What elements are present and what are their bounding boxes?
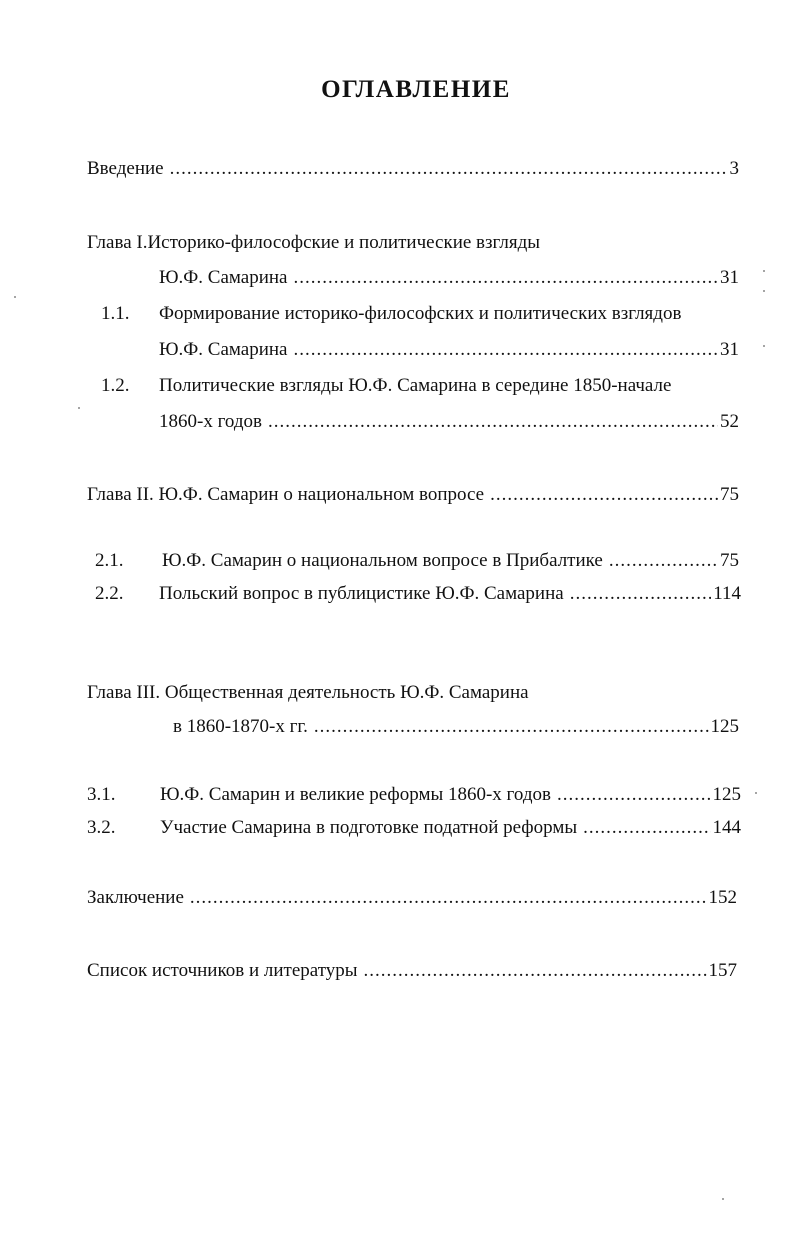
toc-entry-text: 1860-х годов <box>159 411 262 432</box>
toc-page-number: 125 <box>712 784 741 805</box>
toc-entry-2-2 <box>159 582 741 606</box>
toc-entry-3-2 <box>160 816 741 840</box>
toc-page-number: 144 <box>712 817 741 838</box>
toc-entry-text: Заключение <box>87 887 184 908</box>
leader-dots <box>294 266 719 290</box>
leader-dots <box>170 157 728 181</box>
leader-dots <box>490 483 718 507</box>
toc-entry-text: Ю.Ф. Самарин и великие реформы 1860-х годов <box>160 784 551 805</box>
toc-entry-1-1 <box>159 338 739 362</box>
page-title: ОГЛАВЛЕНИЕ <box>321 76 511 103</box>
toc-chapter-3-heading: Глава III. Общественная деятельность Ю.Ф. Самарина <box>87 682 529 703</box>
scan-speck <box>14 296 16 298</box>
toc-page-number: 3 <box>729 158 739 179</box>
toc-entry-intro <box>87 157 739 181</box>
scan-speck <box>755 792 757 794</box>
toc-entry-ch1 <box>159 266 739 290</box>
toc-section-number: 2.1. <box>95 550 124 571</box>
toc-entry-ch2 <box>87 483 739 507</box>
toc-entry-text: Ю.Ф. Самарин о национальном вопросе в Прибалтике <box>162 550 603 571</box>
scan-speck <box>78 407 80 409</box>
toc-entry-sources <box>87 959 737 983</box>
toc-page-number: 114 <box>713 583 741 604</box>
scan-speck <box>722 1198 724 1200</box>
toc-page-number: 157 <box>708 960 737 981</box>
toc-section-1-1-heading: Формирование историко-философских и политических взглядов <box>159 303 682 324</box>
toc-page-number: 75 <box>720 550 739 571</box>
toc-entry-conclusion <box>87 886 737 910</box>
toc-section-number: 1.1. <box>101 303 130 324</box>
leader-dots <box>557 783 711 807</box>
leader-dots <box>609 549 718 573</box>
scan-speck <box>763 270 765 272</box>
toc-entry-3-1 <box>160 783 741 807</box>
toc-section-number: 1.2. <box>101 375 130 396</box>
toc-entry-text: Список источников и литературы <box>87 960 358 981</box>
toc-page-number: 31 <box>720 267 739 288</box>
leader-dots <box>314 715 709 739</box>
toc-entry-1-2 <box>159 410 739 434</box>
leader-dots <box>364 959 707 983</box>
toc-section-number: 2.2. <box>95 583 124 604</box>
toc-page-number: 152 <box>708 887 737 908</box>
toc-entry-text: Ю.Ф. Самарина <box>159 267 288 288</box>
toc-entry-2-1 <box>162 549 739 573</box>
scan-speck <box>763 345 765 347</box>
toc-entry-text: Ю.Ф. Самарина <box>159 339 288 360</box>
toc-entry-ch3 <box>173 715 739 739</box>
leader-dots <box>268 410 718 434</box>
toc-chapter-1-heading: Глава I.Историко-философские и политические взгляды <box>87 232 541 253</box>
toc-page-number: 31 <box>720 339 739 360</box>
toc-page-number: 125 <box>710 716 739 737</box>
toc-section-number: 3.1. <box>87 784 116 805</box>
toc-entry-text: Польский вопрос в публицистике Ю.Ф. Самарина <box>159 583 564 604</box>
toc-section-1-2-heading: Политические взгляды Ю.Ф. Самарина в середине 1850-начале <box>159 375 672 396</box>
toc-section-number: 3.2. <box>87 817 116 838</box>
leader-dots <box>294 338 719 362</box>
scan-speck <box>763 290 765 292</box>
leader-dots <box>190 886 707 910</box>
toc-entry-text: Участие Самарина в подготовке податной реформы <box>160 817 578 838</box>
leader-dots <box>570 582 712 606</box>
leader-dots <box>583 816 710 840</box>
toc-page-number: 75 <box>720 484 739 505</box>
toc-page-number: 52 <box>720 411 739 432</box>
toc-entry-text: Глава II. Ю.Ф. Самарин о национальном вопросе <box>87 484 485 505</box>
toc-entry-text: в 1860-1870-х гг. <box>173 716 308 737</box>
toc-entry-text: Введение <box>87 158 164 179</box>
